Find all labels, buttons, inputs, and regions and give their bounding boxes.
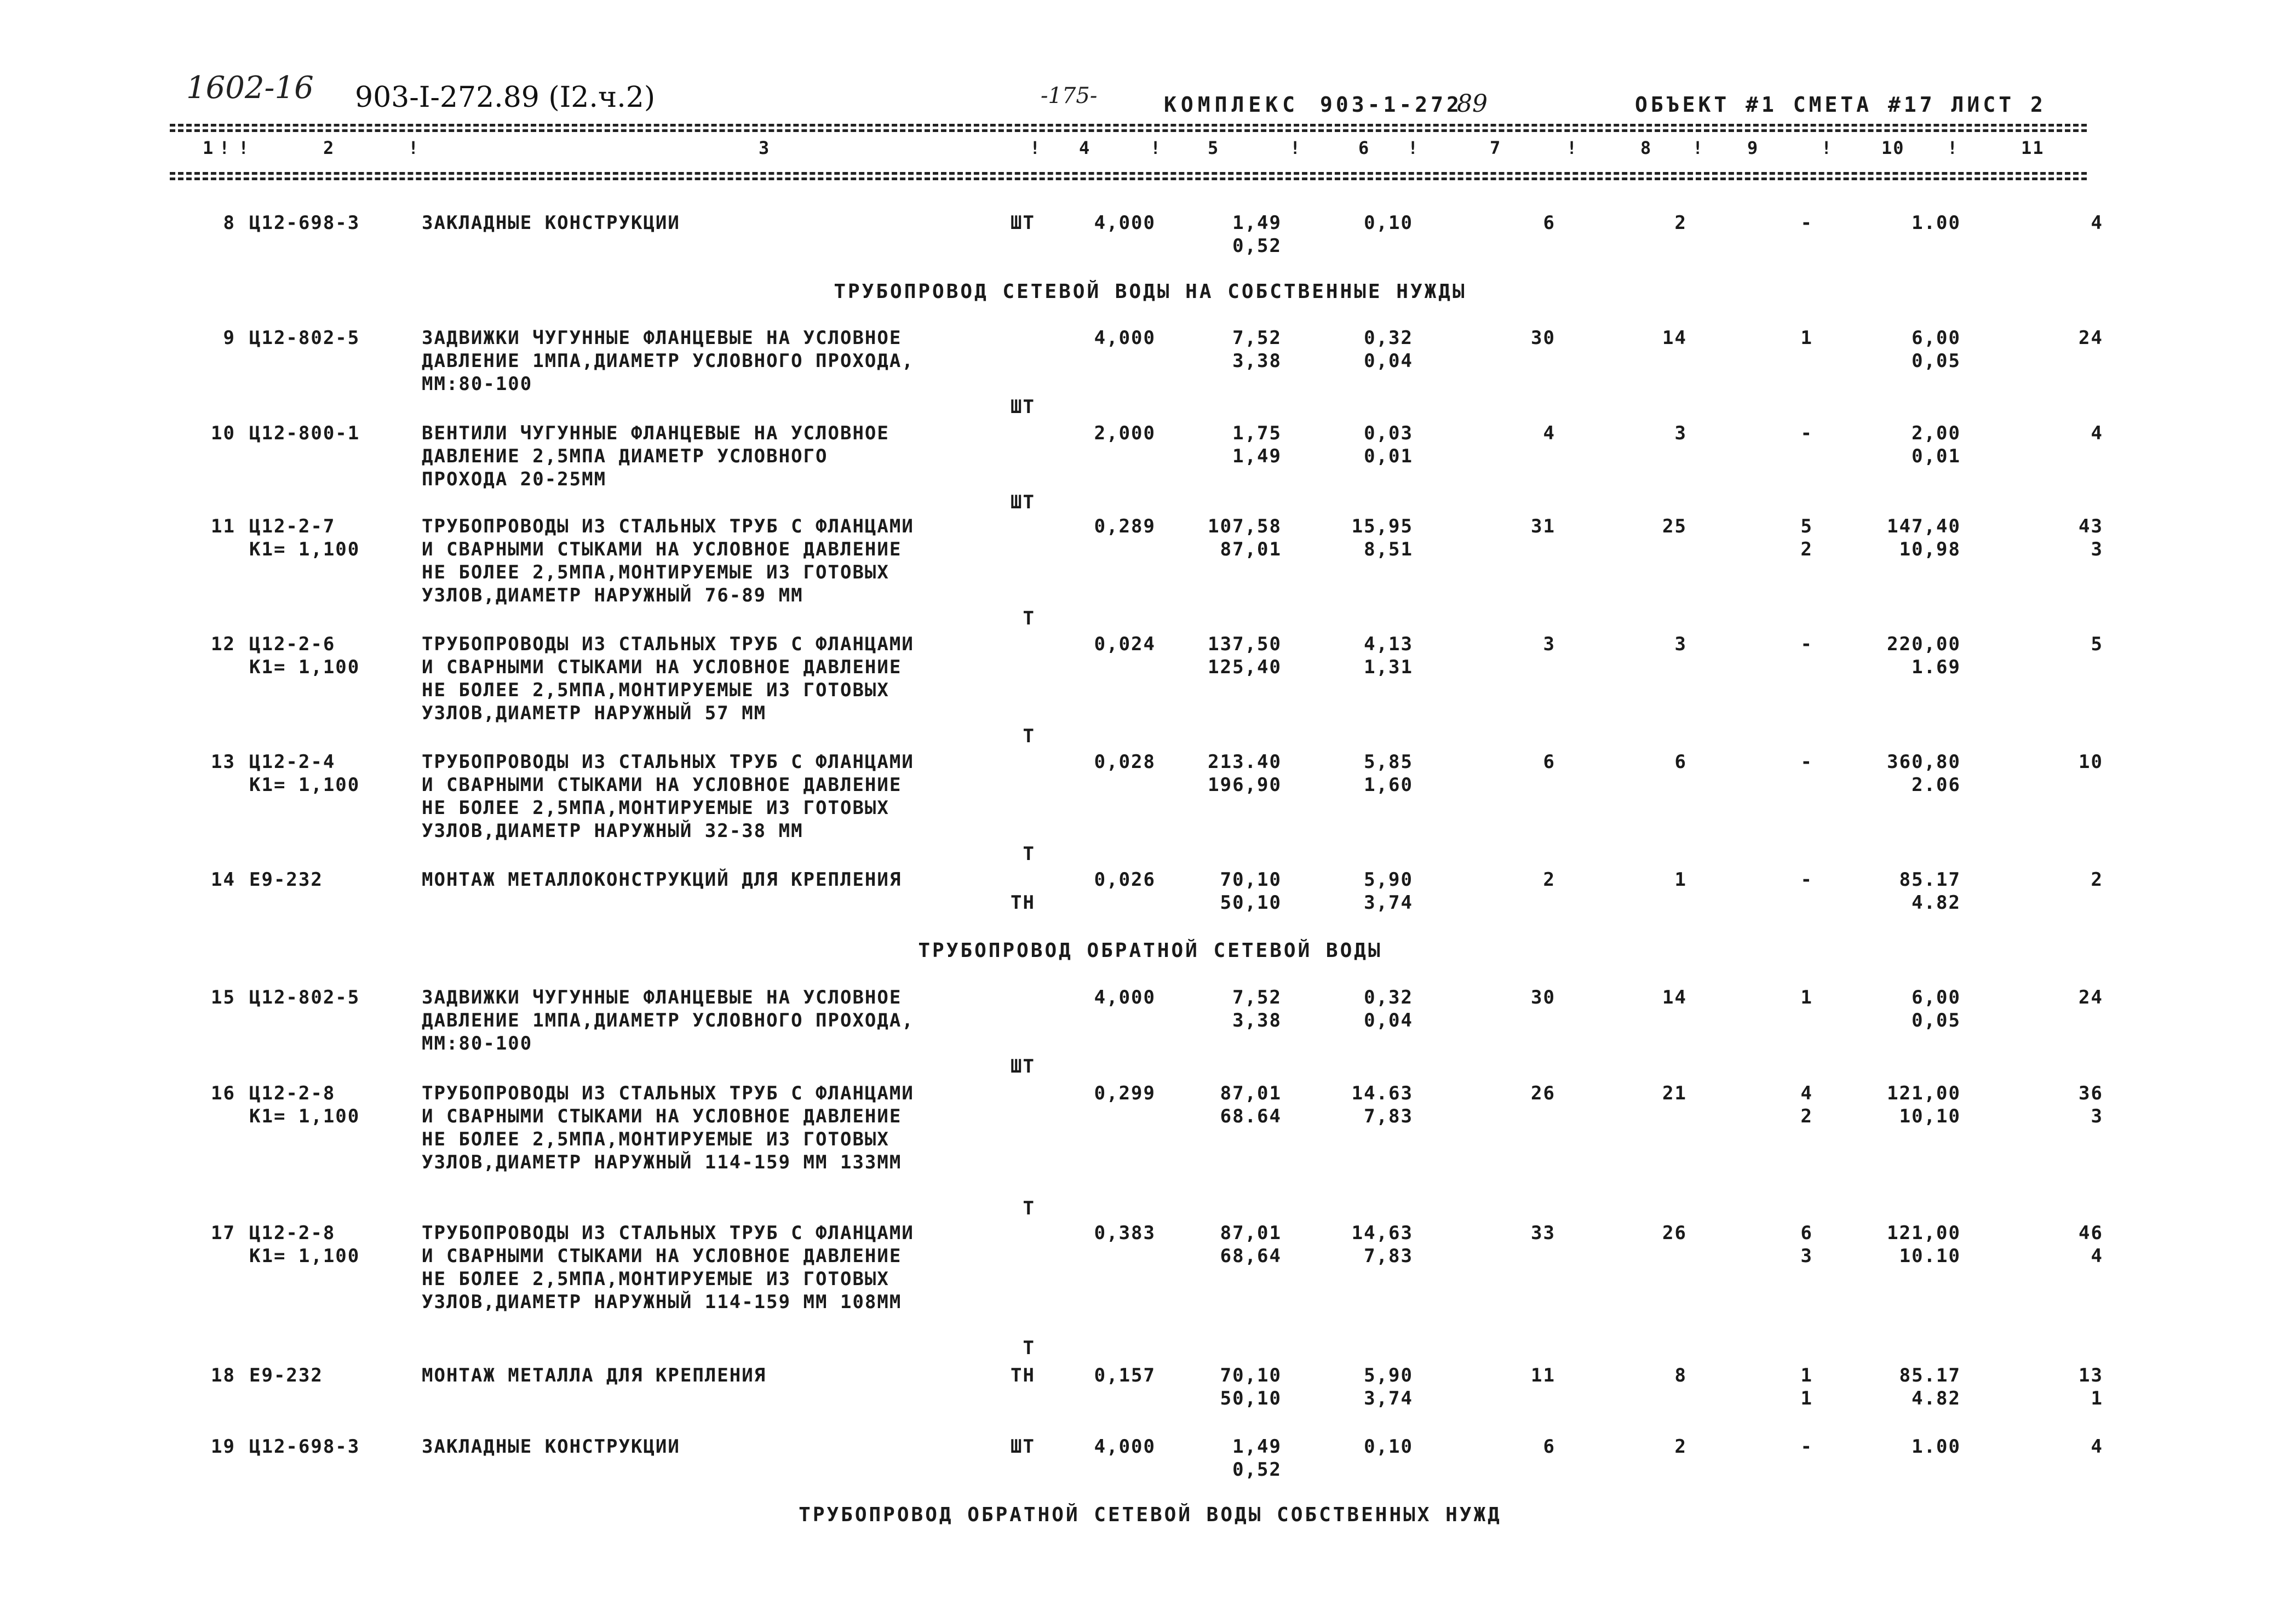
work-description: ВЕНТИЛИ ЧУГУННЫЕ ФЛАНЦЕВЫЕ НА УСЛОВНОЕ ДАВЛЕНИЕ 2,5МПА ДИАМЕТР УСЛОВНОГО ПРОХОДА 20-25ММ [422,422,889,490]
wage-total: 14 [1662,327,1687,349]
labor-total: 36 3 [2079,1082,2103,1127]
row-number: 17 [211,1222,236,1244]
document-code: 903-I-272.89 (I2.ч.2) [355,81,656,114]
unit: ШТ [1011,396,1035,418]
rate-code: Ц12-2-6 К1= 1,100 [249,633,360,678]
labor-total: 43 3 [2079,515,2103,560]
work-description: ЗАДВИЖКИ ЧУГУННЫЕ ФЛАНЦЕВЫЕ НА УСЛОВНОЕ ДАВЛЕНИЕ 1МПА,ДИАМЕТР УСЛОВНОГО ПРОХОДА, ММ:80-100 [422,987,914,1054]
machine-cost: 1 [1800,327,1813,349]
wage-cost: 0,03 0,01 [1364,422,1413,467]
wage-cost: 4,13 1,31 [1364,633,1413,678]
quantity: 0,157 [1094,1365,1156,1386]
rate-code: Е9-232 [249,869,323,891]
wage-total: 1 [1674,869,1687,891]
machine-cost: - [1800,751,1813,773]
wage-cost: 5,90 3,74 [1364,1365,1413,1409]
wage-total: 14 [1662,987,1687,1008]
wage-total: 2 [1674,1436,1687,1458]
column-separator: ! [1566,137,1579,158]
column-number-7: 7 [1490,137,1502,158]
labor-unit: 121,00 10.10 [1887,1222,1961,1267]
labor-total: 2 [2091,869,2103,891]
wage-total: 3 [1674,422,1687,444]
total-cost: 31 [1531,515,1555,537]
total-cost: 6 [1543,212,1555,234]
wage-cost: 15,95 8,51 [1351,515,1413,560]
row-number: 18 [211,1365,236,1386]
machine-cost: 6 3 [1800,1222,1813,1267]
column-separator: ! [1290,137,1302,158]
wage-cost: 0,10 [1364,212,1413,234]
unit-cost: 7,52 3,38 [1232,327,1282,372]
labor-unit: 220,00 1.69 [1887,633,1961,678]
total-cost: 3 [1543,633,1555,655]
work-description: ТРУБОПРОВОДЫ ИЗ СТАЛЬНЫХ ТРУБ С ФЛАНЦАМИ И СВАРНЫМИ СТЫКАМИ НА УСЛОВНОЕ ДАВЛЕНИЕ НЕ БОЛЕЕ 2,5МПА,МОНТИРУЕМЫЕ ИЗ ГОТОВЫХ УЗЛОВ,ДИАМЕТР НАРУЖНЫЙ 114-159 ММ 108ММ [422,1222,914,1313]
quantity: 2,000 [1094,422,1156,444]
machine-cost: - [1800,633,1813,655]
unit-cost: 107,58 87,01 [1208,515,1282,560]
unit: Т [1023,1197,1035,1219]
column-separator: ! [1947,137,1959,158]
machine-cost: - [1800,212,1813,234]
header-rule-top [170,124,2087,127]
wage-total: 26 [1662,1222,1687,1244]
labor-unit: 147,40 10,98 [1887,515,1961,560]
header-rule-top-2 [170,129,2087,132]
wage-cost: 0,10 [1364,1436,1413,1458]
quantity: 0,024 [1094,633,1156,655]
total-cost: 6 [1543,751,1555,773]
rate-code: Ц12-802-5 [249,987,360,1008]
work-description: ЗАДВИЖКИ ЧУГУННЫЕ ФЛАНЦЕВЫЕ НА УСЛОВНОЕ ДАВЛЕНИЕ 1МПА,ДИАМЕТР УСЛОВНОГО ПРОХОДА, ММ:80-100 [422,327,914,395]
object-info: ОБЪЕКТ #1 СМЕТА #17 ЛИСТ 2 [1635,93,2046,117]
labor-total: 46 4 [2079,1222,2103,1267]
wage-total: 25 [1662,515,1687,537]
complex-code: 903-1-272 [1320,93,1462,117]
wage-cost: 0,32 0,04 [1364,987,1413,1031]
machine-cost: 4 2 [1800,1082,1813,1127]
rate-code: Ц12-698-3 [249,1436,360,1458]
machine-cost: 1 1 [1800,1365,1813,1409]
row-number: 12 [211,633,236,655]
column-number-11: 11 [2021,137,2045,158]
labor-unit: 121,00 10,10 [1887,1082,1961,1127]
complex-label: КОМПЛЕКС [1164,93,1300,117]
rate-code: Ц12-2-4 К1= 1,100 [249,751,360,796]
unit: Т [1023,725,1035,747]
work-description: ТРУБОПРОВОДЫ ИЗ СТАЛЬНЫХ ТРУБ С ФЛАНЦАМИ И СВАРНЫМИ СТЫКАМИ НА УСЛОВНОЕ ДАВЛЕНИЕ НЕ БОЛЕЕ 2,5МПА,МОНТИРУЕМЫЕ ИЗ ГОТОВЫХ УЗЛОВ,ДИАМЕТР НАРУЖНЫЙ 114-159 ММ 133ММ [422,1082,914,1173]
labor-total: 24 [2079,987,2103,1008]
quantity: 0,289 [1094,515,1156,537]
complex-year: 89 [1457,90,1488,118]
row-number: 16 [211,1082,236,1104]
unit: ШТ [1011,212,1035,234]
unit-cost: 87,01 68.64 [1220,1082,1282,1127]
machine-cost: 1 [1800,987,1813,1008]
quantity: 4,000 [1094,212,1156,234]
wage-cost: 14,63 7,83 [1351,1222,1413,1267]
row-number: 14 [211,869,236,891]
unit: ШТ [1011,1436,1035,1458]
rate-code: Ц12-698-3 [249,212,360,234]
column-number-3: 3 [759,137,771,158]
quantity: 0,026 [1094,869,1156,891]
labor-unit: 1.00 [1912,212,1961,234]
row-number: 10 [211,422,236,444]
wage-total: 6 [1674,751,1687,773]
section-heading: ТРУБОПРОВОД ОБРАТНОЙ СЕТЕВОЙ ВОДЫ СОБСТВЕННЫХ НУЖД [799,1504,1502,1526]
unit: ТН [1011,1365,1035,1386]
column-number-6: 6 [1358,137,1370,158]
total-cost: 30 [1531,327,1555,349]
total-cost: 11 [1531,1365,1555,1386]
machine-cost: 5 2 [1800,515,1813,560]
column-separator: ! [1150,137,1162,158]
labor-total: 10 [2079,751,2103,773]
work-description: ЗАКЛАДНЫЕ КОНСТРУКЦИИ [422,1436,680,1458]
quantity: 4,000 [1094,327,1156,349]
unit-cost: 87,01 68,64 [1220,1222,1282,1267]
machine-cost: - [1800,422,1813,444]
section-heading: ТРУБОПРОВОД ОБРАТНОЙ СЕТЕВОЙ ВОДЫ [918,939,1382,962]
column-separator: ! [219,137,231,158]
column-number-8: 8 [1640,137,1652,158]
work-description: ТРУБОПРОВОДЫ ИЗ СТАЛЬНЫХ ТРУБ С ФЛАНЦАМИ И СВАРНЫМИ СТЫКАМИ НА УСЛОВНОЕ ДАВЛЕНИЕ НЕ БОЛЕЕ 2,5МПА,МОНТИРУЕМЫЕ ИЗ ГОТОВЫХ УЗЛОВ,ДИАМЕТР НАРУЖНЫЙ 76-89 ММ [422,515,914,606]
unit: ШТ [1011,1056,1035,1077]
work-description: ТРУБОПРОВОДЫ ИЗ СТАЛЬНЫХ ТРУБ С ФЛАНЦАМИ И СВАРНЫМИ СТЫКАМИ НА УСЛОВНОЕ ДАВЛЕНИЕ НЕ БОЛЕЕ 2,5МПА,МОНТИРУЕМЫЕ ИЗ ГОТОВЫХ УЗЛОВ,ДИАМЕТР НАРУЖНЫЙ 32-38 ММ [422,751,914,842]
column-separator: ! [1030,137,1042,158]
wage-cost: 14.63 7,83 [1351,1082,1413,1127]
rate-code: Ц12-2-8 К1= 1,100 [249,1082,360,1127]
labor-total: 13 1 [2079,1365,2103,1409]
row-number: 19 [211,1436,236,1458]
labor-unit: 2,00 0,01 [1912,422,1961,467]
row-number: 15 [211,987,236,1008]
wage-cost: 5,90 3,74 [1364,869,1413,914]
unit-cost: 1,75 1,49 [1232,422,1282,467]
total-cost: 2 [1543,869,1555,891]
unit-cost: 7,52 3,38 [1232,987,1282,1031]
labor-unit: 1.00 [1912,1436,1961,1458]
quantity: 0,028 [1094,751,1156,773]
column-number-2: 2 [323,137,335,158]
page-number: -175- [1041,83,1098,108]
wage-total: 21 [1662,1082,1687,1104]
work-description: МОНТАЖ МЕТАЛЛА ДЛЯ КРЕПЛЕНИЯ [422,1365,767,1386]
rate-code: Ц12-2-8 К1= 1,100 [249,1222,360,1267]
unit: Т [1023,607,1035,629]
unit-cost: 137,50 125,40 [1208,633,1282,678]
labor-unit: 85.17 4.82 [1899,1365,1961,1409]
labor-unit: 6,00 0,05 [1912,987,1961,1031]
work-description: МОНТАЖ МЕТАЛЛОКОНСТРУКЦИЙ ДЛЯ КРЕПЛЕНИЯ [422,869,902,891]
column-number-10: 10 [1881,137,1905,158]
wage-cost: 0,32 0,04 [1364,327,1413,372]
unit: ТН [1011,892,1035,914]
total-cost: 4 [1543,422,1555,444]
column-separator: ! [1821,137,1833,158]
wage-total: 8 [1674,1365,1687,1386]
total-cost: 6 [1543,1436,1555,1458]
row-number: 8 [223,212,236,234]
column-separator: ! [1408,137,1420,158]
section-heading: ТРУБОПРОВОД СЕТЕВОЙ ВОДЫ НА СОБСТВЕННЫЕ НУЖДЫ [834,280,1467,303]
unit-cost: 1,49 0,52 [1232,212,1282,257]
quantity: 0,383 [1094,1222,1156,1244]
work-description: ЗАКЛАДНЫЕ КОНСТРУКЦИИ [422,212,680,234]
machine-cost: - [1800,869,1813,891]
row-number: 13 [211,751,236,773]
labor-total: 5 [2091,633,2103,655]
column-separator: ! [1692,137,1704,158]
unit-cost: 70,10 50,10 [1220,869,1282,914]
labor-unit: 85.17 4.82 [1899,869,1961,914]
unit: Т [1023,1337,1035,1359]
rate-code: Е9-232 [249,1365,323,1386]
total-cost: 33 [1531,1222,1555,1244]
quantity: 4,000 [1094,1436,1156,1458]
labor-unit: 360,80 2.06 [1887,751,1961,796]
wage-cost: 5,85 1,60 [1364,751,1413,796]
row-number: 9 [223,327,236,349]
column-separator: ! [238,137,250,158]
column-number-9: 9 [1747,137,1759,158]
work-description: ТРУБОПРОВОДЫ ИЗ СТАЛЬНЫХ ТРУБ С ФЛАНЦАМИ И СВАРНЫМИ СТЫКАМИ НА УСЛОВНОЕ ДАВЛЕНИЕ НЕ БОЛЕЕ 2,5МПА,МОНТИРУЕМЫЕ ИЗ ГОТОВЫХ УЗЛОВ,ДИАМЕТР НАРУЖНЫЙ 57 ММ [422,633,914,724]
unit: Т [1023,843,1035,865]
column-number-4: 4 [1079,137,1091,158]
total-cost: 30 [1531,987,1555,1008]
wage-total: 2 [1674,212,1687,234]
labor-total: 4 [2091,212,2103,234]
unit-cost: 213.40 196,90 [1208,751,1282,796]
header-rule-bottom-2 [170,177,2087,180]
header-rule-bottom [170,172,2087,175]
quantity: 0,299 [1094,1082,1156,1104]
column-number-1: 1 [203,137,215,158]
total-cost: 26 [1531,1082,1555,1104]
row-number: 11 [211,515,236,537]
unit-cost: 70,10 50,10 [1220,1365,1282,1409]
handwritten-number: 1602-16 [186,70,314,106]
unit-cost: 1,49 0,52 [1232,1436,1282,1481]
machine-cost: - [1800,1436,1813,1458]
labor-total: 4 [2091,1436,2103,1458]
labor-unit: 6,00 0,05 [1912,327,1961,372]
labor-total: 4 [2091,422,2103,444]
column-number-5: 5 [1208,137,1220,158]
rate-code: Ц12-2-7 К1= 1,100 [249,515,360,560]
wage-total: 3 [1674,633,1687,655]
labor-total: 24 [2079,327,2103,349]
quantity: 4,000 [1094,987,1156,1008]
rate-code: Ц12-800-1 [249,422,360,444]
column-separator: ! [408,137,420,158]
rate-code: Ц12-802-5 [249,327,360,349]
unit: ШТ [1011,491,1035,513]
